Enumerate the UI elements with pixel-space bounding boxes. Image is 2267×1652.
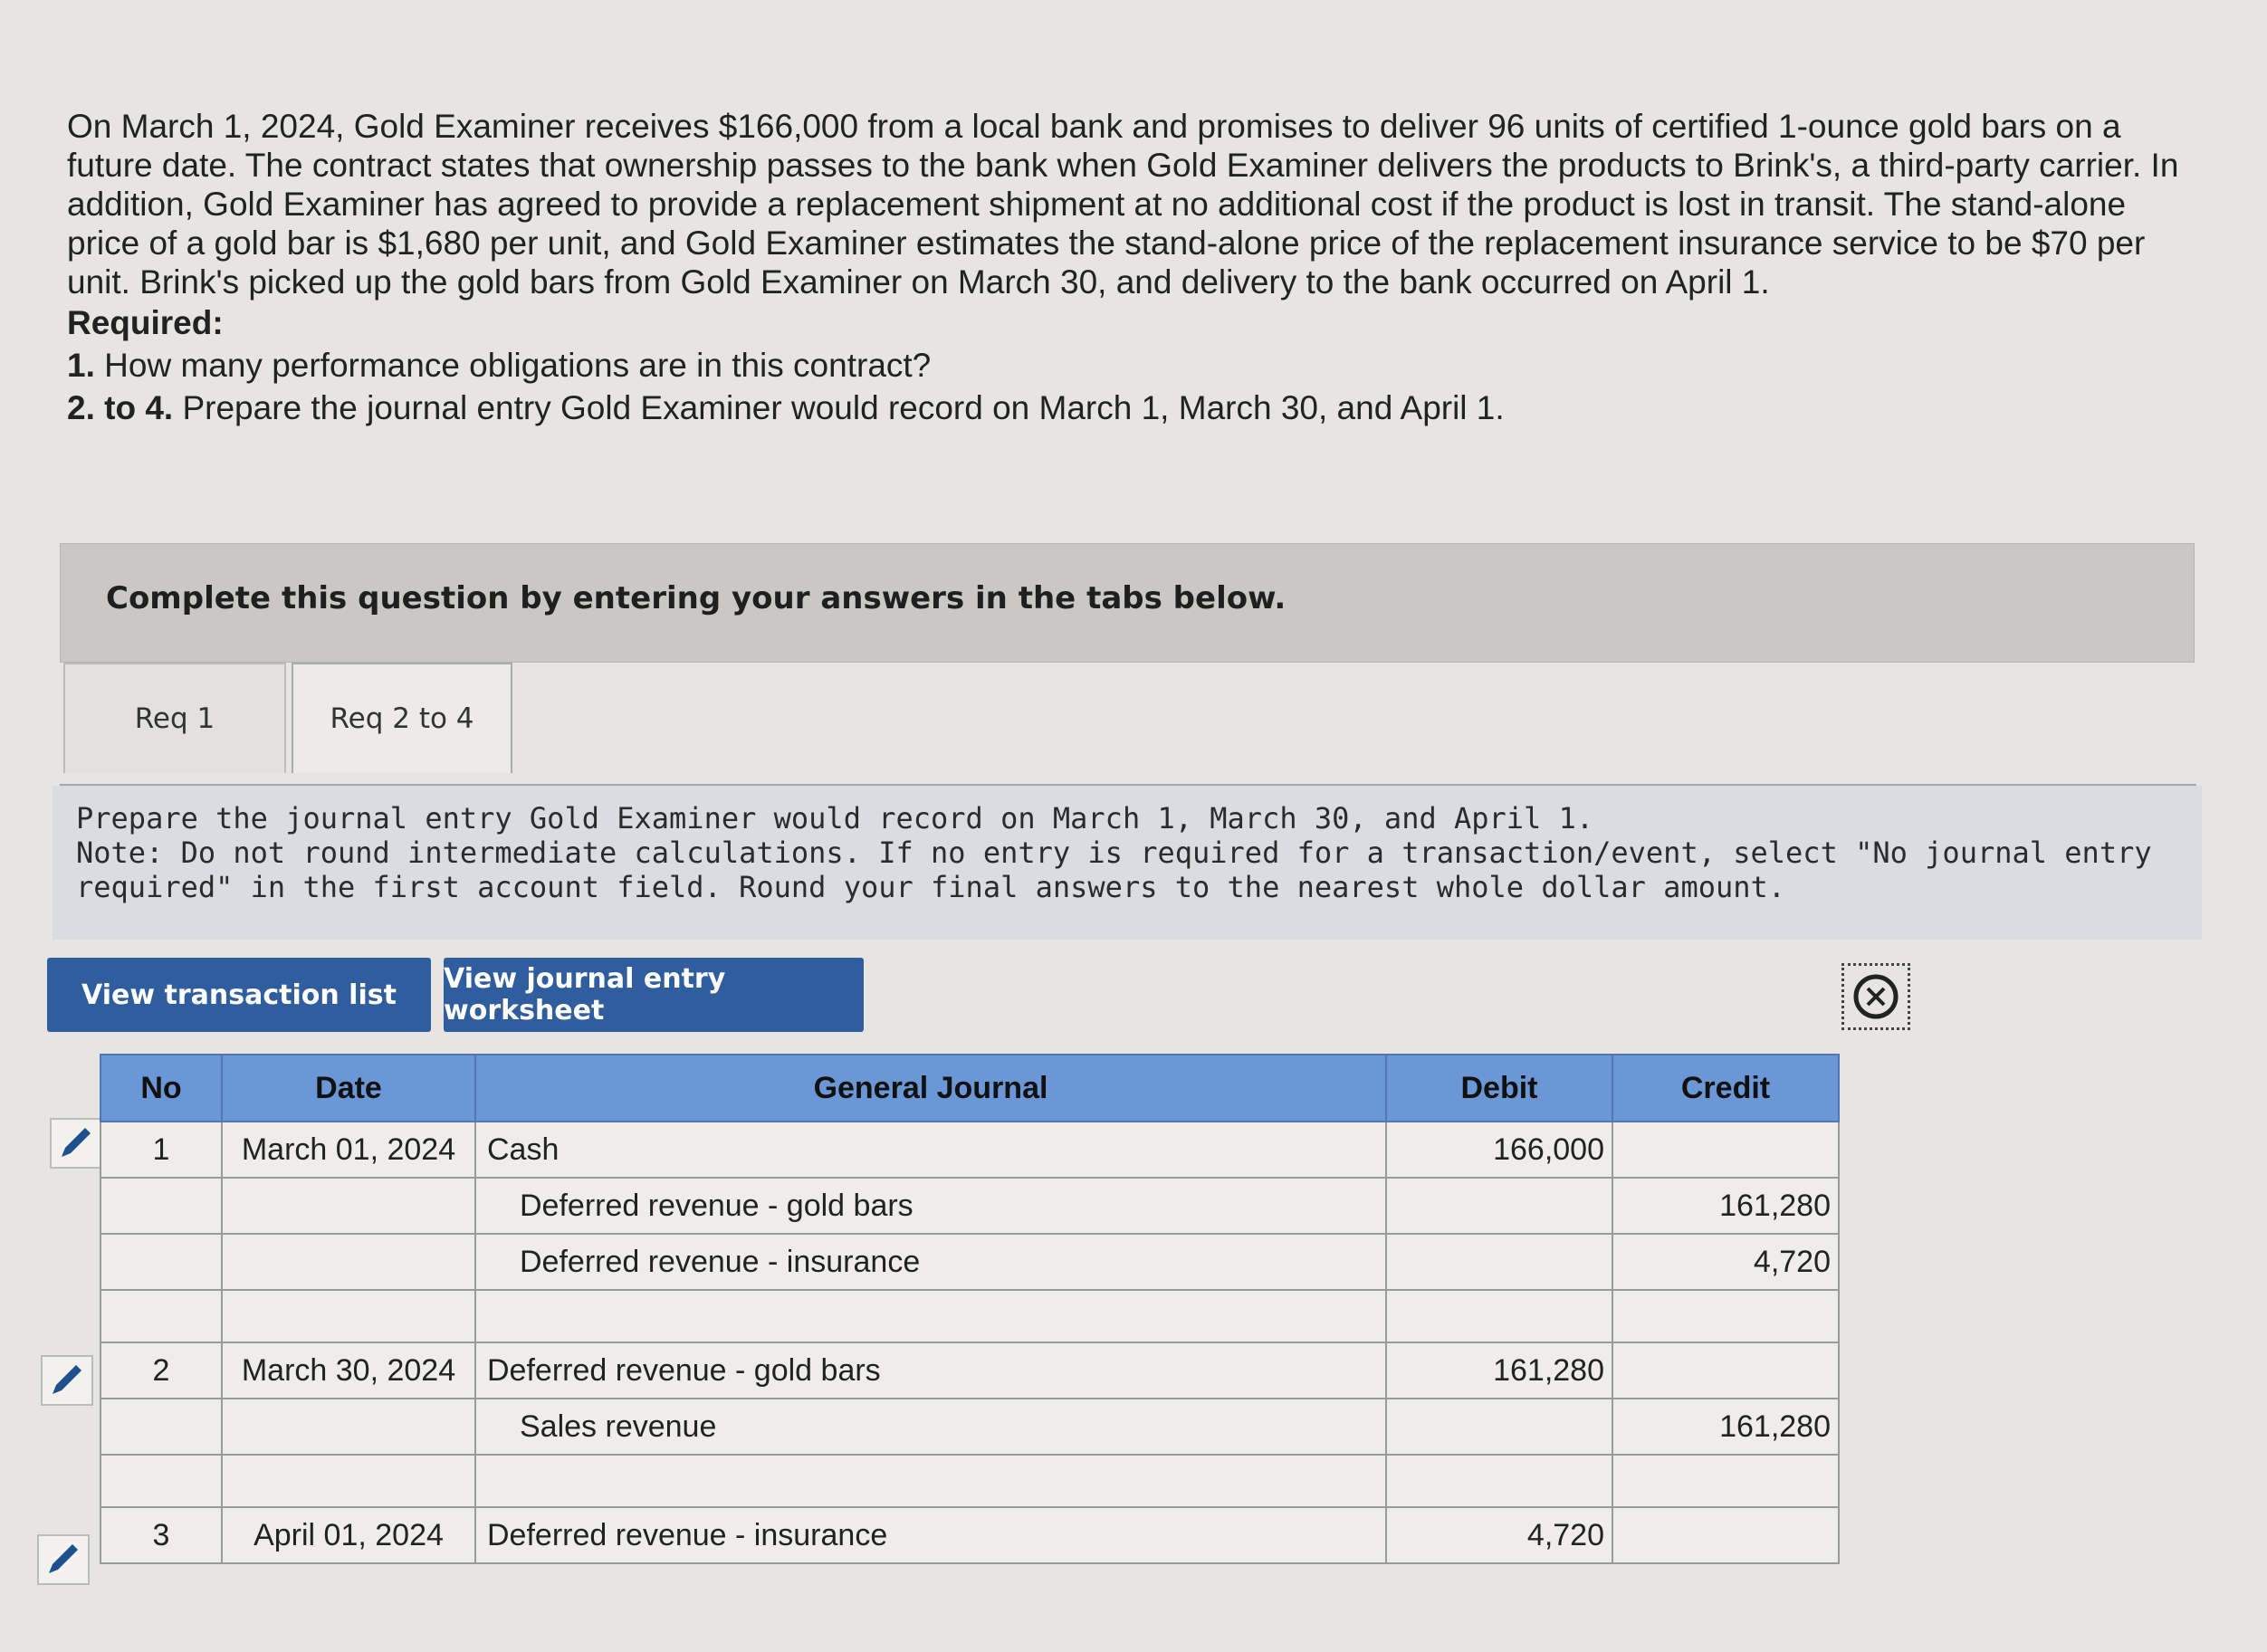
cell-date	[222, 1399, 475, 1455]
requirement-2-number: 2. to 4.	[67, 389, 174, 426]
instruction-note: Note: Do not round intermediate calculations. If no entry is required for a transaction/event, select "No journal entry required" in the first account field. Round your final answers to the nearest whole dollar amount.	[76, 836, 2152, 904]
requirement-2-text: Prepare the journal entry Gold Examiner would record on March 1, March 30, and April 1.	[182, 389, 1505, 426]
banner-text: Complete this question by entering your answers in the tabs below.	[106, 580, 1287, 616]
requirement-1	[67, 346, 2186, 385]
cell-debit	[1386, 1178, 1612, 1234]
tab-req-2-to-4[interactable]: Req 2 to 4	[292, 663, 512, 773]
cell-credit: 4,720	[1612, 1234, 1839, 1290]
instruction-line: Prepare the journal entry Gold Examiner would record on March 1, March 30, and April 1.	[76, 801, 1594, 836]
col-header-date: Date	[222, 1055, 475, 1122]
col-header-debit: Debit	[1386, 1055, 1612, 1122]
cell-debit: 166,000	[1386, 1122, 1612, 1178]
table-header-row	[100, 1055, 1839, 1122]
cell-debit	[1386, 1399, 1612, 1455]
view-journal-worksheet-button[interactable]: View journal entry worksheet	[444, 958, 864, 1032]
col-header-no: No	[100, 1055, 222, 1122]
col-header-credit: Credit	[1612, 1055, 1839, 1122]
table-row	[100, 1342, 1839, 1399]
problem-text: On March 1, 2024, Gold Examiner receives $166,000 from a local bank and promises to deliver 96 units of certified 1-ounce gold bars on a future date. The contract states that ownership passes to the bank when Gold Examiner delivers the products to Brink's, a third-party carrier. In addition, Gold Examiner has agreed to provide a replacement shipment at no additional cost if the product is lost in transit. The stand-alone price of a gold bar is $1,680 per unit, and Gold Examiner estimates the stand-alone price of the replacement insurance service to be $70 per unit. Brink's picked up the gold bars from Gold Examiner on March 30, and delivery to the bank occurred on April 1.	[67, 108, 2179, 301]
table-row	[100, 1122, 1839, 1178]
edit-entry-3-icon[interactable]	[36, 1533, 91, 1586]
cell-no	[100, 1178, 222, 1234]
table-row	[100, 1399, 1839, 1455]
col-header-general-journal: General Journal	[475, 1055, 1386, 1122]
cell-no: 3	[100, 1507, 222, 1563]
table-row	[100, 1178, 1839, 1234]
view-transaction-list-button[interactable]: View transaction list	[47, 958, 431, 1032]
table-row	[100, 1234, 1839, 1290]
cell-account: Deferred revenue - gold bars	[475, 1178, 1386, 1234]
cell-no	[100, 1399, 222, 1455]
journal-table	[100, 1054, 1840, 1564]
required-label: Required:	[67, 304, 224, 341]
cell-date: April 01, 2024	[222, 1507, 475, 1563]
tab-req-1[interactable]: Req 1	[63, 663, 286, 773]
cell-date	[222, 1178, 475, 1234]
cell-no: 2	[100, 1342, 222, 1399]
table-row-blank	[100, 1455, 1839, 1507]
cell-debit: 161,280	[1386, 1342, 1612, 1399]
edit-entry-2-icon[interactable]	[40, 1354, 94, 1407]
cell-account: Deferred revenue - insurance	[475, 1234, 1386, 1290]
cell-date: March 30, 2024	[222, 1342, 475, 1399]
cell-date	[222, 1234, 475, 1290]
cell-date: March 01, 2024	[222, 1122, 475, 1178]
tab-instructions	[53, 786, 2202, 940]
problem-statement	[67, 107, 2186, 427]
cell-credit: 161,280	[1612, 1178, 1839, 1234]
requirement-1-text: How many performance obligations are in this contract?	[104, 347, 932, 384]
requirement-2	[67, 388, 2186, 427]
cell-account: Cash	[475, 1122, 1386, 1178]
table-row	[100, 1507, 1839, 1563]
cell-credit	[1612, 1342, 1839, 1399]
cell-debit	[1386, 1234, 1612, 1290]
close-circle-icon	[1852, 973, 1899, 1020]
cell-account: Sales revenue	[475, 1399, 1386, 1455]
instructions-banner	[60, 543, 2195, 663]
cell-credit	[1612, 1122, 1839, 1178]
cell-credit	[1612, 1507, 1839, 1563]
cell-credit: 161,280	[1612, 1399, 1839, 1455]
edit-entry-1-icon[interactable]	[49, 1117, 103, 1170]
table-row-blank	[100, 1290, 1839, 1342]
close-button[interactable]	[1841, 963, 1910, 1030]
cell-account: Deferred revenue - insurance	[475, 1507, 1386, 1563]
cell-debit: 4,720	[1386, 1507, 1612, 1563]
cell-account: Deferred revenue - gold bars	[475, 1342, 1386, 1399]
cell-no: 1	[100, 1122, 222, 1178]
requirement-1-number: 1.	[67, 347, 95, 384]
cell-no	[100, 1234, 222, 1290]
